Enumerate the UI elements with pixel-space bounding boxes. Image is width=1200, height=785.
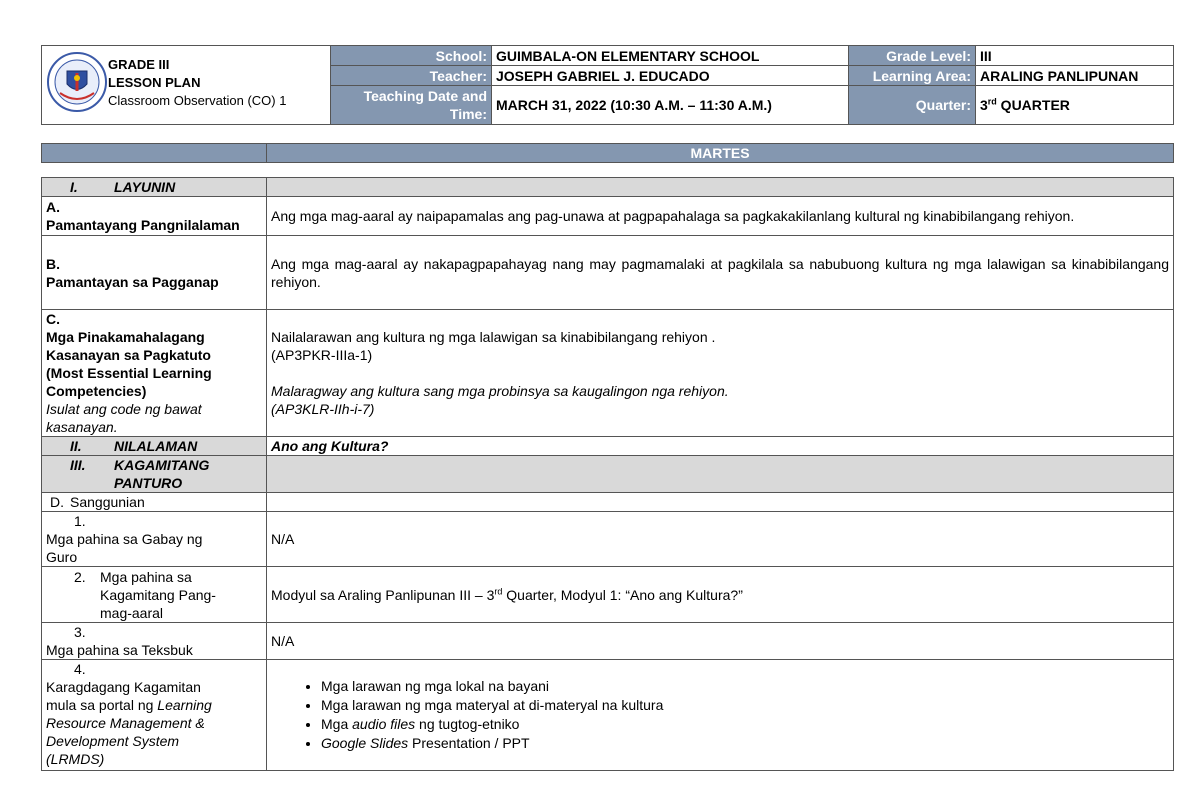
title-plan: LESSON PLAN — [108, 75, 201, 90]
teaching-date-value: MARCH 31, 2022 (10:30 A.M. – 11:30 A.M.) — [492, 86, 849, 125]
row-s4-label-wrap — [46, 678, 212, 768]
row-b-label — [42, 236, 267, 310]
row-s3-num: 3. — [74, 624, 86, 640]
row-s3-label-text: Mga pahina sa Teksbuk — [46, 642, 193, 658]
layunin-blank — [267, 178, 1174, 197]
list-item — [321, 734, 1169, 753]
learning-area-value: ARALING PANLIPUNAN — [976, 66, 1174, 86]
school-value: GUIMBALA-ON ELEMENTARY SCHOOL — [492, 46, 849, 66]
row-d-label — [42, 493, 267, 512]
row-s2-value-a: Modyul sa Araling Panlipunan III – 3 — [271, 586, 495, 603]
row-s2-num: 2. — [74, 568, 86, 585]
deped-seal-icon — [46, 51, 108, 113]
row-c-label-wrap — [46, 328, 242, 436]
quarter-word: QUARTER — [996, 97, 1070, 113]
list-item — [321, 715, 1169, 734]
row-c-value — [267, 310, 1174, 437]
row-c-label — [42, 310, 267, 437]
row-d-letter: D. — [50, 494, 64, 510]
competency-code-2: (AP3KLR-IIh-i-7) — [271, 401, 375, 417]
row-b-value: Ang mga mag-aaral ay nakapagpapahayag nang may pagmamalaki at pagkilala sa nabubuong kultura ng mga lalawigan sa kinabibilangang rehiyon. — [267, 236, 1174, 310]
row-d-label-text: Sanggunian — [70, 494, 145, 510]
row-s3-label — [42, 623, 267, 660]
row-c-note: Isulat ang code ng bawat kasanayan. — [46, 401, 202, 435]
row-b-letter: B. — [46, 255, 60, 272]
row-s1-value: N/A — [267, 512, 1174, 567]
row-s2-value-b: Quarter, Modyul 1: “Ano ang Kultura?” — [502, 586, 743, 603]
competency-2: Malaragway ang kultura sang mga probinsya sa kaugalingon nga rehiyon. — [271, 383, 729, 399]
kagamitan-num: III. — [70, 457, 86, 473]
row-s1-label-text: Mga pahina sa Gabay ng Guro — [46, 531, 203, 565]
row-a-value: Ang mga mag-aaral ay naipapamalas ang pag-unawa at pagpapahalaga sa pagkakakilanlang kultural ng kinabibilangang rehiyon. — [267, 197, 1174, 236]
row-s4-label — [42, 660, 267, 771]
quarter-num: 3 — [980, 97, 988, 113]
item4-a: Google Slides — [321, 735, 409, 751]
row-b — [42, 236, 1174, 310]
item3-c: ng tugtog-etniko — [415, 716, 520, 732]
row-c-letter: C. — [46, 311, 60, 327]
row-a-label-text: Pamantayang Pangnilalaman — [46, 217, 240, 233]
kagamitan-cell — [42, 456, 267, 493]
competency-code-1: (AP3PKR-IIIa-1) — [271, 347, 373, 363]
item3-a: Mga — [321, 716, 353, 732]
nilalaman-title: NILALAMAN — [114, 438, 198, 454]
teacher-label: Teacher: — [331, 66, 492, 86]
lesson-table — [41, 177, 1174, 771]
grade-level-label: Grade Level: — [849, 46, 976, 66]
nilalaman-value: Ano ang Kultura? — [267, 437, 1174, 456]
row-s1-num: 1. — [74, 513, 86, 529]
section-kagamitan — [42, 456, 1174, 493]
header-logo-cell — [42, 46, 331, 125]
section-layunin — [42, 178, 1174, 197]
row-s4-value — [267, 660, 1174, 771]
row-a — [42, 197, 1174, 236]
row-c-label-text: Mga Pinakamahalagang Kasanayan sa Pagkatuto (Most Essential Learning Competencies) — [46, 329, 212, 399]
row-s1-label — [42, 512, 267, 567]
row-s2-label-text: Mga pahina sa Kagamitang Pang-mag-aaral — [100, 568, 216, 621]
section-nilalaman — [42, 437, 1174, 456]
header-table — [41, 45, 1174, 125]
item3-b: audio files — [352, 716, 416, 732]
list-item: • Mga larawan ng mga materyal at di-materyal na kultura — [321, 696, 1169, 715]
title-grade: GRADE III — [108, 57, 170, 72]
title-observation: Classroom Observation (CO) 1 — [108, 93, 287, 108]
quarter-value — [976, 86, 1174, 125]
quarter-label: Quarter: — [849, 86, 976, 125]
row-s4-label-a: Karagdagang Kagamitan mula sa portal ng — [46, 679, 201, 713]
materials-list — [271, 677, 1169, 753]
item4-b: Presentation / PPT — [408, 735, 530, 751]
teaching-date-label: Teaching Date and Time: — [331, 86, 492, 125]
row-s4 — [42, 660, 1174, 771]
competency-1: Nailalarawan ang kultura ng mga lalawigan sa kinabibilangang rehiyon . — [271, 329, 716, 345]
teacher-value: JOSEPH GABRIEL J. EDUCADO — [492, 66, 849, 86]
row-s2-label — [42, 567, 267, 623]
row-d-blank — [267, 493, 1174, 512]
row-d — [42, 493, 1174, 512]
grade-level-value: III — [976, 46, 1174, 66]
row-a-letter: A. — [46, 199, 60, 215]
quarter-sup: rd — [987, 96, 997, 107]
row-s2-value — [267, 567, 1174, 623]
nilalaman-num: II. — [70, 438, 82, 454]
row-s2-value-sup: rd — [494, 585, 503, 596]
layunin-title: LAYUNIN — [114, 179, 176, 195]
kagamitan-title: KAGAMITANG PANTURO — [114, 457, 210, 491]
row-s3 — [42, 623, 1174, 660]
header-title — [108, 56, 286, 110]
row-c — [42, 310, 1174, 437]
row-a-label — [42, 197, 267, 236]
row-b-label-text: Pamantayan sa Pagganap — [46, 273, 219, 290]
row-s4-num: 4. — [74, 661, 86, 677]
day-bar — [41, 143, 1174, 163]
layunin-cell — [42, 178, 267, 197]
day-label: MARTES — [267, 144, 1174, 163]
row-s4-label-b: Learning Resource Management & Development System (LRMDS) — [46, 697, 212, 767]
row-s2 — [42, 567, 1174, 623]
day-bar-blank — [42, 144, 267, 163]
row-s3-value: N/A — [267, 623, 1174, 660]
school-label: School: — [331, 46, 492, 66]
layunin-num: I. — [70, 179, 78, 195]
kagamitan-blank — [267, 456, 1174, 493]
learning-area-label: Learning Area: — [849, 66, 976, 86]
row-s1 — [42, 512, 1174, 567]
nilalaman-cell — [42, 437, 267, 456]
list-item: • Mga larawan ng mga lokal na bayani — [321, 677, 1169, 696]
